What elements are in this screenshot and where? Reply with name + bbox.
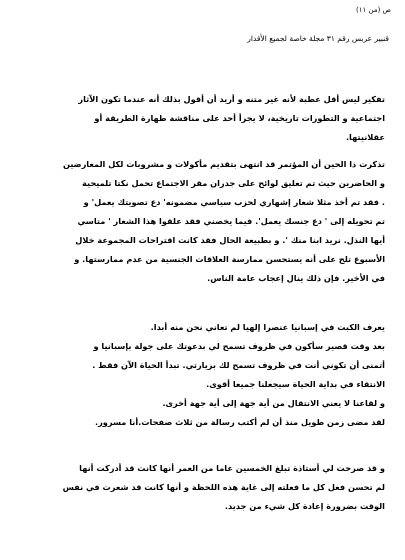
paragraph-1: [20, 90, 385, 147]
text-line: و لقاعنا لا يعني الانتقال من أية جهة إلى أية جهة أخرى.: [162, 398, 385, 408]
text-line: اجتماعية و التطورات تاريخية، لا يجرأ أحد على مناقشة طهارة الطريقة أو: [94, 113, 385, 123]
text-line: لم تحسن فعل كل ما فعلته إلى غاية هذه اللحظة و أنها كانت قد شعرت في نفس: [62, 482, 385, 492]
text-line: يعرف الكبت في إسبانيا عنصرا إلهيا لم تعاني نحن منه أبدا.: [150, 322, 385, 332]
text-line: الأسبوع تلح على أنه يستحسن ممارسة العلاقات الجنسية من عدم ممارستها. و: [74, 254, 385, 264]
page-number: ص (من ١١): [356, 6, 391, 14]
text-line: لقد مضى زمن طويل منذ أن لم أكتب رسالة من ثلاث صفحات.أنا مسرور.: [94, 417, 385, 427]
text-line: تم تحويله إلى ' دع جنسك يعمل'. فيما يخصني فقد علقوا هذا الشعار ' متاسي: [77, 216, 385, 226]
text-line: . فقد تم أخذ مثلا شعار إشهاري لحزب سياسي مضمونه' دع تصويتك يعمل' و: [83, 197, 385, 207]
text-line: أتمنى أن تكوني أنت في ظروف تسمح لك بزيارتي. تبدأ الحياة الآن فقط .: [92, 360, 385, 370]
text-line: الوقت بضرورة إعادة كل شيء من جديد.: [224, 501, 385, 511]
text-line: و قد صرحت لي أستاذة تبلغ الخمسين عاما من العمر أنها كانت قد أدركت أنها: [79, 463, 385, 473]
text-line: عقلانيتها.: [345, 132, 385, 142]
text-line: الانتقاء في بداية الحياة سيجعلنا جميعا أقوى.: [206, 379, 385, 389]
paragraph-4: [20, 459, 385, 516]
paragraph-3: [20, 318, 385, 432]
text-line: تذكرت ذا الحين أن المؤتمر قد انتهى بتقديم مأكولات و مشروبات لكل المعارضين: [62, 159, 385, 169]
text-line: و الحاضرين حيث تم تعليق لوائح على جدران مقر الاجتماع تحمل نكتا تلميحية: [82, 178, 385, 188]
page-header: قنبير عربس رقم ٣١ مجلة خاصة لجميع الأقدار: [247, 34, 389, 43]
text-line: أيها النذل. نريد ابنا منك '. و بطبيعة الحال فقد كانت اقتراحات المجموعة خلال: [75, 235, 385, 245]
text-line: تفكير ليس أقل عطبة لأنه غير متنه و أريد أن أقول بذلك أنه عندما تكون الآثار: [78, 94, 385, 104]
text-line: بعد وقت قصير سأكون في ظروف تسمح لي بدعوتك على جولة بإسبانيا و: [93, 341, 385, 351]
text-line: في الأخير. فإن ذلك ينال إعجاب عامة الناس.: [207, 273, 385, 283]
paragraph-2: [20, 155, 385, 288]
